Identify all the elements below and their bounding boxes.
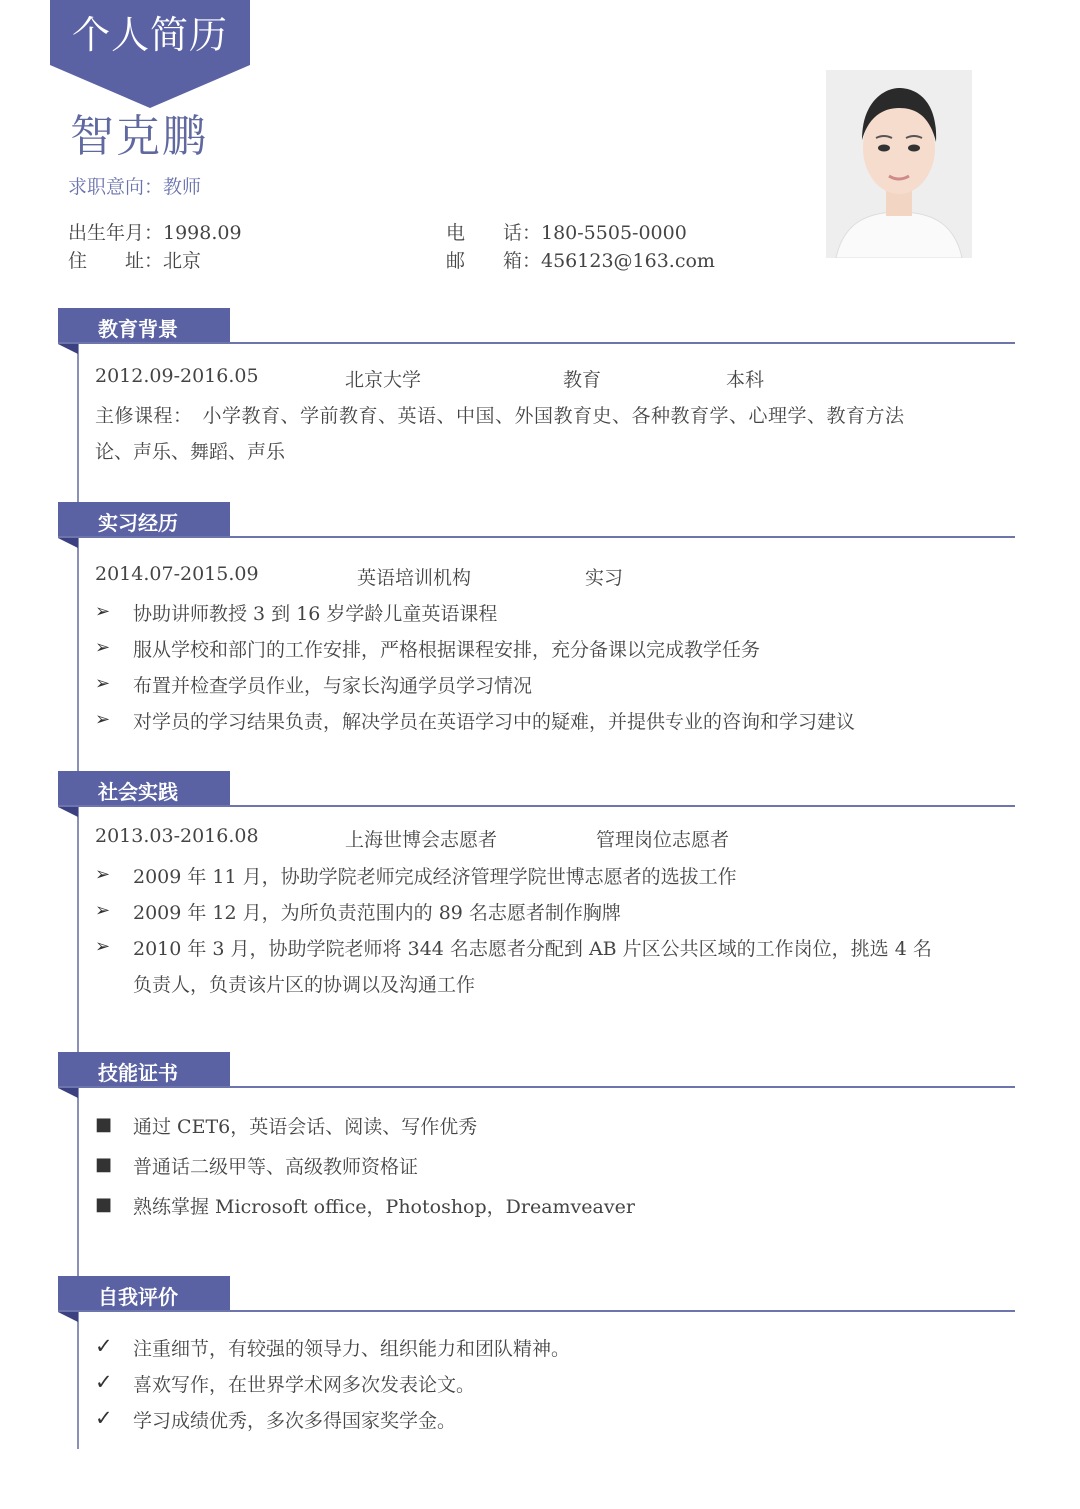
- square-bullet-icon: ■: [95, 1194, 113, 1215]
- practice-item-cont: 负责人，负责该片区的协调以及沟通工作: [133, 974, 476, 996]
- section-divider: [58, 342, 1015, 344]
- practice-role: 管理岗位志愿者: [596, 829, 730, 851]
- skill-item: 普通话二级甲等、高级教师资格证: [133, 1156, 419, 1178]
- check-icon: ✓: [95, 1370, 113, 1394]
- address: 住 址：北京: [68, 250, 202, 272]
- section-internship-title: 实习经历: [98, 511, 178, 535]
- check-icon: ✓: [95, 1334, 113, 1358]
- section-skills-title: 技能证书: [98, 1061, 178, 1085]
- practice-period: 2013.03-2016.08: [95, 825, 259, 847]
- section-practice-title: 社会实践: [98, 780, 178, 804]
- section-divider: [58, 536, 1015, 538]
- internship-item: 服从学校和部门的工作安排，严格根据课程安排，充分备课以完成教学任务: [133, 639, 761, 661]
- section-fold: [58, 1312, 78, 1322]
- check-icon: ✓: [95, 1406, 113, 1430]
- email: 邮 箱：456123@163.com: [446, 250, 715, 272]
- section-practice-header: [58, 771, 230, 807]
- internship-period: 2014.07-2015.09: [95, 563, 259, 585]
- section-education-title: 教育背景: [98, 317, 178, 341]
- education-degree: 本科: [726, 369, 765, 391]
- practice-item: 2009 年 11 月，协助学院老师完成经济管理学院世博志愿者的选拔工作: [133, 866, 737, 888]
- birth-date: 出生年月：1998.09: [68, 222, 242, 244]
- self-eval-item: 喜欢写作，在世界学术网多次发表论文。: [133, 1374, 476, 1396]
- internship-item: 协助讲师教授 3 到 16 岁学龄儿童英语课程: [133, 603, 498, 625]
- section-self-eval-header: [58, 1276, 230, 1312]
- section-fold: [58, 344, 78, 354]
- practice-item: 2010 年 3 月，协助学院老师将 344 名志愿者分配到 AB 片区公共区域的工作岗位，挑选 4 名: [133, 938, 932, 960]
- profile-photo: [826, 70, 972, 258]
- arrow-icon: ➢: [95, 900, 111, 921]
- candidate-name: 智克鹏: [70, 111, 208, 162]
- section-divider: [58, 1310, 1015, 1312]
- section-education-header: [58, 308, 230, 344]
- arrow-icon: ➢: [95, 673, 111, 694]
- internship-item: 对学员的学习结果负责，解决学员在英语学习中的疑难，并提供专业的咨询和学习建议: [133, 711, 856, 733]
- practice-org: 上海世博会志愿者: [345, 829, 498, 851]
- arrow-icon: ➢: [95, 637, 111, 658]
- phone: 电 话：180-5505-0000: [446, 222, 687, 244]
- skill-item: 通过 CET6，英语会话、阅读、写作优秀: [133, 1116, 478, 1138]
- arrow-icon: ➢: [95, 709, 111, 730]
- job-intent: 求职意向：教师: [68, 176, 202, 198]
- section-self-eval-title: 自我评价: [98, 1285, 178, 1309]
- internship-org: 英语培训机构: [357, 567, 472, 589]
- section-fold: [58, 807, 78, 817]
- education-major: 教育: [563, 369, 602, 391]
- section-skills-header: [58, 1052, 230, 1088]
- arrow-icon: ➢: [95, 864, 111, 885]
- square-bullet-icon: ■: [95, 1114, 113, 1135]
- section-internship-header: [58, 502, 230, 538]
- education-school: 北京大学: [345, 369, 422, 391]
- section-fold: [58, 538, 78, 548]
- education-courses-cont: 论、声乐、舞蹈、声乐: [95, 441, 286, 463]
- banner-title: 个人简历: [71, 13, 228, 57]
- section-divider: [58, 805, 1015, 807]
- practice-item: 2009 年 12 月，为所负责范围内的 89 名志愿者制作胸牌: [133, 902, 621, 924]
- arrow-icon: ➢: [95, 601, 111, 622]
- section-divider: [58, 1086, 1015, 1088]
- section-fold: [58, 1088, 78, 1098]
- internship-item: 布置并检查学员作业，与家长沟通学员学习情况: [133, 675, 533, 697]
- education-period: 2012.09-2016.05: [95, 365, 259, 387]
- square-bullet-icon: ■: [95, 1154, 113, 1175]
- arrow-icon: ➢: [95, 936, 111, 957]
- self-eval-item: 注重细节，有较强的领导力、组织能力和团队精神。: [133, 1338, 571, 1360]
- resume-banner: [50, 0, 250, 110]
- internship-role: 实习: [585, 567, 624, 589]
- self-eval-item: 学习成绩优秀，多次多得国家奖学金。: [133, 1410, 457, 1432]
- education-courses: 主修课程： 小学教育、学前教育、英语、中国、外国教育史、各种教育学、心理学、教育方法: [95, 405, 905, 427]
- skill-item: 熟练掌握 Microsoft office，Photoshop，Dreamveaver: [133, 1196, 635, 1218]
